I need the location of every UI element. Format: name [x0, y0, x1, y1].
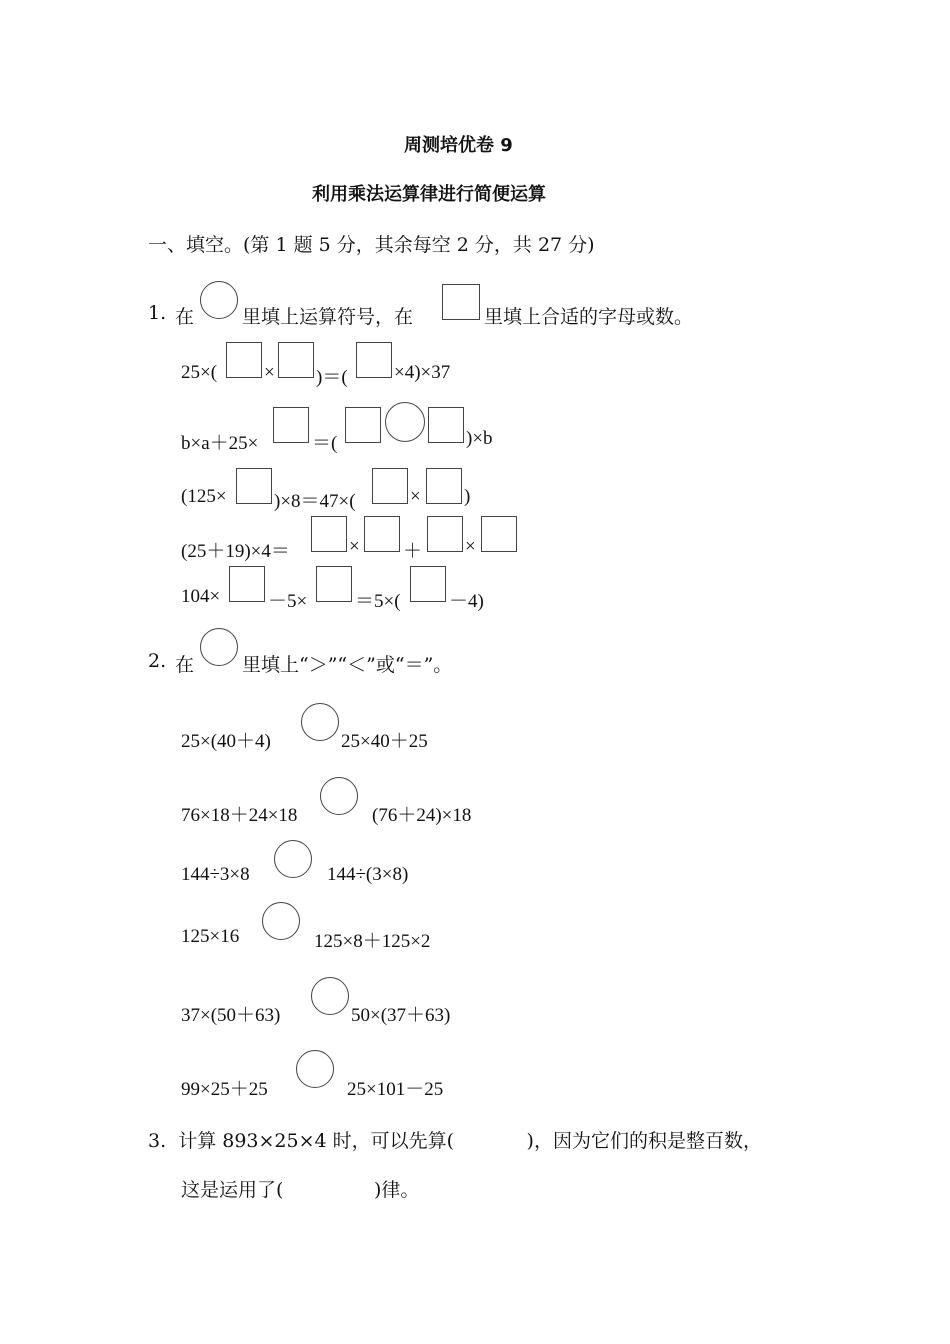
q1-row3-seg4: ) — [464, 486, 471, 507]
q1-row2-seg3: )×b — [466, 428, 493, 449]
q1-text-2: 里填上运算符号，在 — [242, 306, 414, 328]
answer-square[interactable] — [311, 516, 347, 552]
q1-row5-seg2: －5× — [268, 591, 308, 612]
q1-row2-seg1: b×a＋25× — [181, 433, 259, 454]
q1-row5-seg4: －4) — [449, 591, 484, 612]
answer-square[interactable] — [427, 516, 463, 552]
q1-row1-seg2: × — [264, 362, 275, 383]
q1-row4-seg2: × — [349, 536, 360, 557]
answer-square[interactable] — [372, 468, 408, 504]
q1-row4-seg3: ＋ — [403, 541, 423, 562]
section-heading: 一、填空。(第 1 题 5 分，其余每空 2 分，共 27 分) — [148, 234, 595, 256]
compare-circle[interactable] — [301, 703, 339, 741]
q1-row1-seg3: )＝( — [316, 367, 348, 388]
compare-circle[interactable] — [320, 777, 358, 815]
example-circle-blank — [200, 628, 238, 666]
compare-right: 25×40＋25 — [341, 731, 428, 752]
q2-number: 2. — [148, 650, 167, 672]
q1-row4-seg4: × — [465, 536, 476, 557]
q2-text-2: 里填上“＞”“＜”或“＝”。 — [242, 654, 453, 676]
answer-square[interactable] — [428, 407, 464, 443]
answer-square[interactable] — [229, 566, 265, 602]
answer-square[interactable] — [426, 468, 462, 504]
answer-square[interactable] — [226, 342, 262, 378]
q1-number: 1. — [148, 302, 167, 324]
answer-circle[interactable] — [385, 402, 425, 442]
q1-row2-seg2: ＝( — [312, 433, 338, 454]
compare-left: 99×25＋25 — [181, 1079, 268, 1100]
compare-left: 37×(50＋63) — [181, 1005, 281, 1026]
answer-square[interactable] — [364, 516, 400, 552]
compare-circle[interactable] — [274, 840, 312, 878]
q1-row1-seg4: ×4)×37 — [394, 362, 451, 383]
compare-circle[interactable] — [311, 977, 349, 1015]
compare-right: 50×(37＋63) — [351, 1005, 451, 1026]
compare-circle[interactable] — [296, 1050, 334, 1088]
page-title: 周测培优卷 9 — [404, 135, 513, 156]
q3-line-2: 这是运用了( )律。 — [181, 1179, 420, 1201]
page-subtitle: 利用乘法运算律进行简便运算 — [312, 184, 546, 205]
compare-left: 25×(40＋4) — [181, 731, 271, 752]
compare-right: 125×8＋125×2 — [314, 931, 431, 952]
example-circle-blank — [200, 281, 238, 319]
compare-left: 144÷3×8 — [181, 864, 250, 885]
answer-square[interactable] — [356, 342, 392, 378]
q1-row5-seg3: ＝5×( — [355, 591, 401, 612]
q1-row5-seg1: 104× — [181, 586, 221, 607]
q1-text-3: 里填上合适的字母或数。 — [484, 306, 694, 328]
q1-row3-seg3: × — [410, 486, 421, 507]
answer-square[interactable] — [273, 407, 309, 443]
q1-row3-seg2: )×8＝47×( — [274, 491, 356, 512]
compare-right: 144÷(3×8) — [327, 864, 409, 885]
q1-row1-seg1: 25×( — [181, 362, 218, 383]
q2-text-1: 在 — [175, 654, 195, 676]
answer-square[interactable] — [278, 342, 314, 378]
q1-text-1: 在 — [175, 306, 195, 328]
compare-right: 25×101－25 — [347, 1079, 444, 1100]
answer-square[interactable] — [316, 566, 352, 602]
compare-left: 76×18＋24×18 — [181, 805, 298, 826]
answer-square[interactable] — [345, 407, 381, 443]
example-square-blank — [442, 284, 480, 320]
compare-circle[interactable] — [262, 902, 300, 940]
answer-square[interactable] — [481, 516, 517, 552]
compare-right: (76＋24)×18 — [372, 805, 472, 826]
compare-left: 125×16 — [181, 926, 240, 947]
q3-line-1: 3. 计算 893×25×4 时，可以先算( )，因为它们的积是整百数， — [148, 1130, 762, 1152]
answer-square[interactable] — [410, 566, 446, 602]
q1-row4-seg1: (25＋19)×4＝ — [181, 541, 290, 562]
answer-square[interactable] — [236, 468, 272, 504]
q1-row3-seg1: (125× — [181, 486, 227, 507]
